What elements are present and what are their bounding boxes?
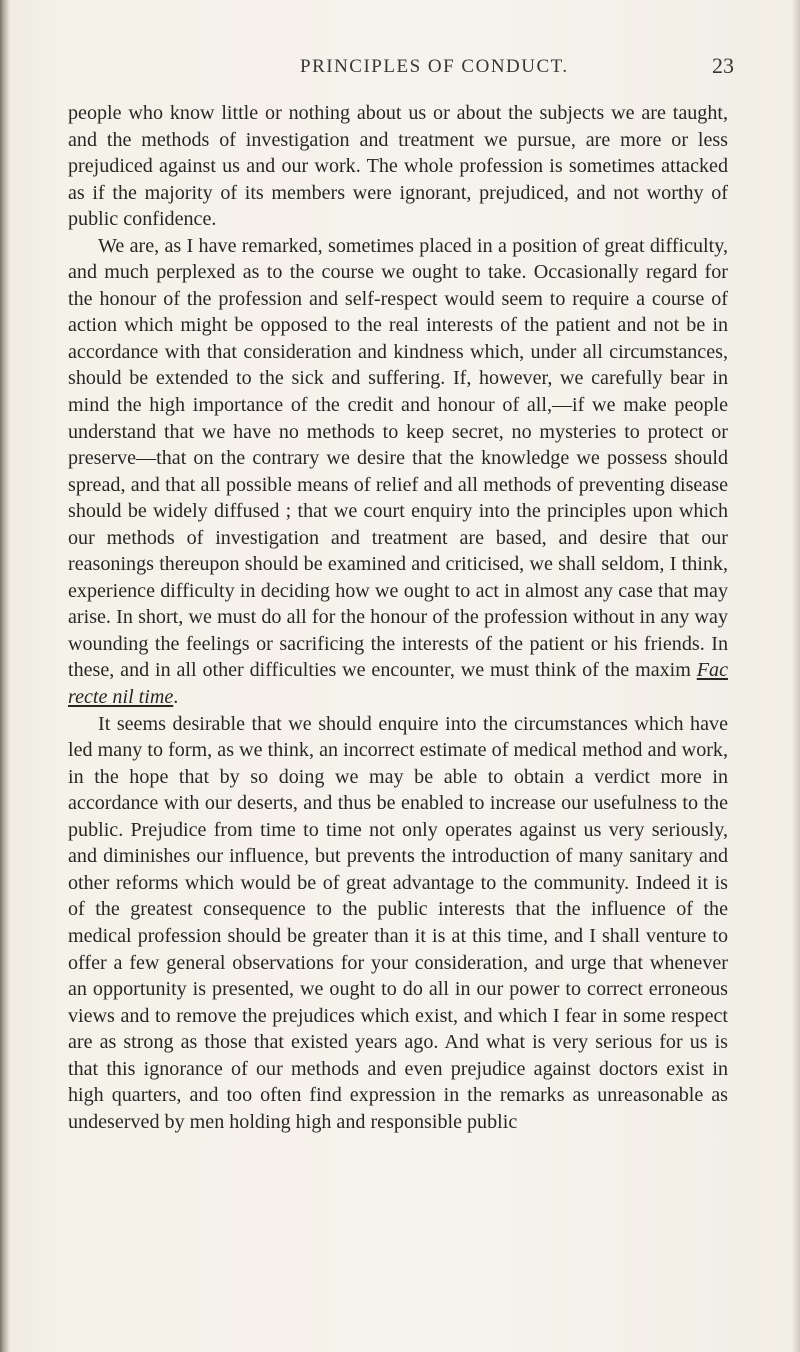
latin-maxim: Fac recte nil time <box>68 659 728 709</box>
paragraph-2-end: . <box>173 686 179 709</box>
paragraph-2 <box>68 233 728 711</box>
paragraph-3: It seems desirable that we should enquire into the circumstances which have led many to form, as we think, an incorrect estimate of medical method and work, in the hope that by so doing we may be able to obtain a verdict more in accordance with our deserts, and thus be enabled to increase our usefulness to the public. Prejudice from time to time not only operates against us very seriously, and diminishes our influence, but prevents the introduction of many sanitary and other reforms which would be of great advantage to the community. Indeed it is of the greatest consequence to the public interests that the influence of the medical profession should be greater than it is at this time, and I shall venture to offer a few general observations for your consideration, and urge that whenever an opportunity is presented, we ought to do all in our power to correct erroneous views and to remove the prejudices which exist, and which I fear in some respect are as strong as those that existed years ago. And what is very serious for us is that this ignorance of our methods and even prejudice against doctors exist in high quarters, and too often find expression in the remarks as unreasonable as undeserved by men holding high and responsible public <box>68 712 728 1133</box>
body-text <box>68 100 728 1135</box>
page-header <box>0 53 800 86</box>
running-head: PRINCIPLES OF CONDUCT. <box>300 56 569 77</box>
paragraph-1: people who know little or nothing about us or about the subjects we are taught, and the methods of investigation and treatment we pursue, are more or less prejudiced against us and our work. The whole profession is sometimes attacked as if the majority of its members were ignorant, prejudiced, and not worthy of public confidence. <box>68 102 728 231</box>
page-edge-shadow <box>792 0 800 1352</box>
page-number: 23 <box>712 53 734 78</box>
page-spine-shadow <box>0 0 10 1352</box>
paragraph-2-text: We are, as I have remarked, sometimes placed in a position of great difficulty, and much perplexed as to the course we ought to take. Occasionally regard for the honour of the profession and self-respect would seem to require a course of action which might be opposed to the real interests of the patient and not be in accordance with that consideration and kindness which, under all circumstances, should be extended to the sick and suffering. If, however, we carefully bear in mind the high importance of the credit and honour of all,—if we make people understand that we have no methods to keep secret, no mysteries to protect or preserve—that on the contrary we desire that the knowledge we possess should spread, and that all possible means of relief and all methods of preventing disease should be widely diffused ; that we court enquiry into the principles upon which our methods of investigation and treatment are based, and desire that our reasonings thereupon should be examined and criticised, we shall seldom, I think, experience difficulty in deciding how we ought to act in almost any case that may arise. In short, we must do all for the honour of the profession without in any way wounding the feelings or sacrificing the interests of the patient or his friends. In these, and in all other difficulties we encounter, we must think of the maxim <box>68 234 728 682</box>
